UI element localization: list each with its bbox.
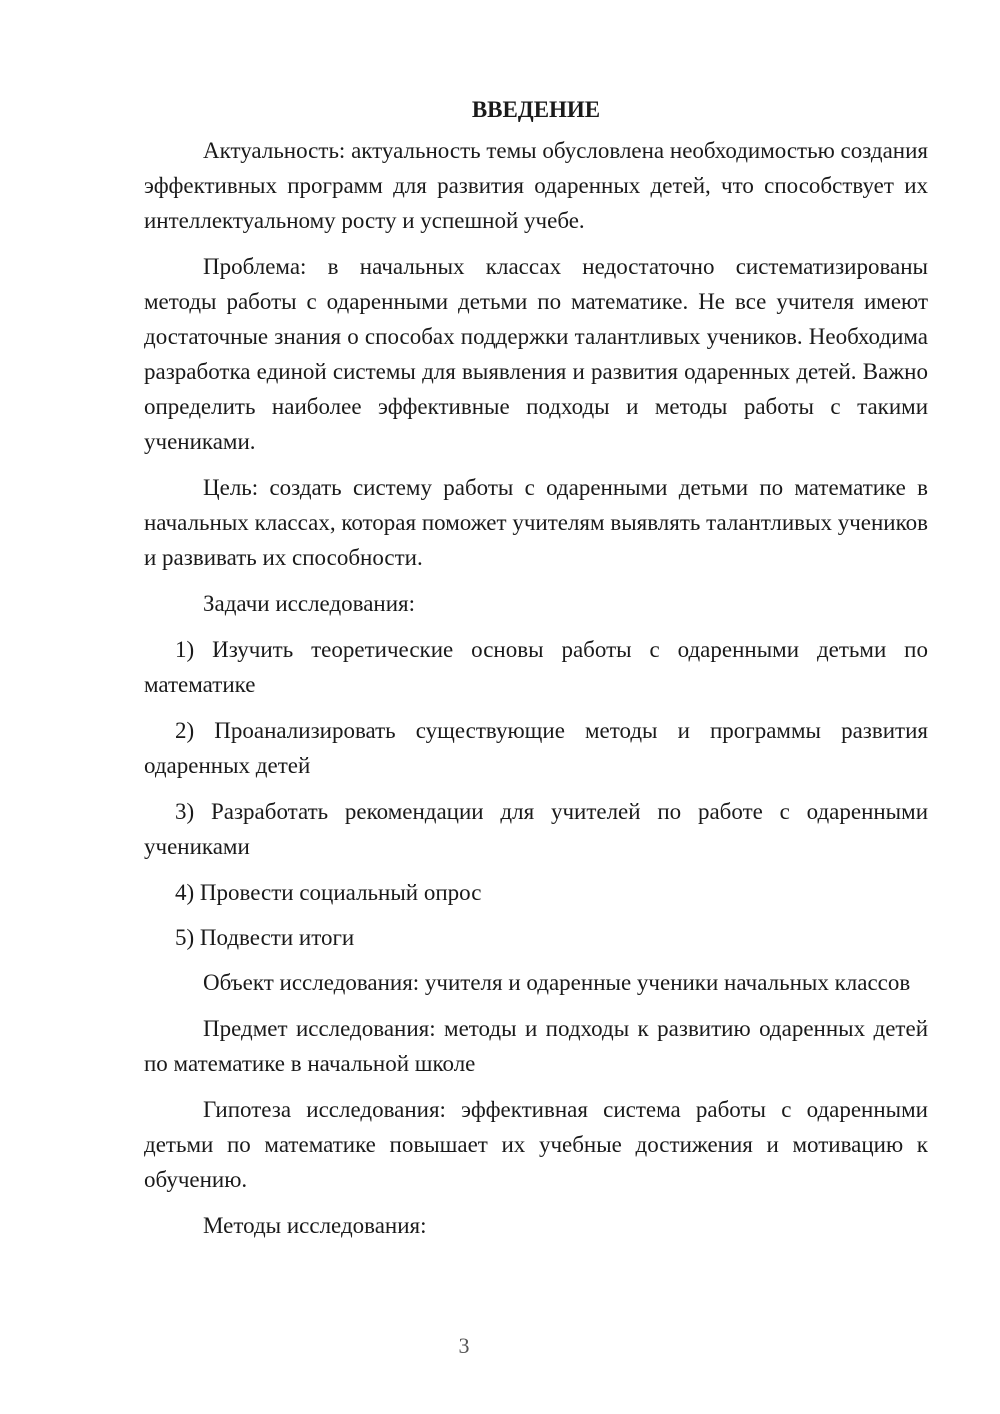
hypothesis-paragraph: Гипотеза исследования: эффективная система работы с одаренными детьми по математике повышает их учебные достижения и мотивацию к обучению. [144, 1097, 928, 1192]
task-item: 2) Проанализировать существующие методы и программы развития одаренных детей [144, 718, 928, 778]
page-number: 3 [458, 1333, 470, 1358]
problem-paragraph: Проблема: в начальных классах недостаточно систематизированы методы работы с одаренными детьми по математике. Не все учителя имеют достаточные знания о способах поддержки талантливых учеников. Необходима разработка единой системы для выявления и развития одаренных детей. Важно определить наиболее эффективные подходы и методы работы с такими учениками. [144, 254, 928, 454]
tasks-heading: Задачи исследования: [203, 591, 416, 616]
relevance-paragraph: Актуальность: актуальность темы обусловлена необходимостью создания эффективных программ для развития одаренных детей, что способствует их интеллектуальному росту и успешной учебе. [144, 138, 929, 233]
task-item: 3) Разработать рекомендации для учителей по работе с одаренными учениками [144, 799, 928, 859]
methods-heading: Методы исследования: [203, 1213, 427, 1238]
task-item: 5) Подвести итоги [175, 925, 355, 950]
page-content [144, 92, 928, 1254]
section-title: ВВЕДЕНИЕ [471, 97, 601, 122]
task-item: 1) Изучить теоретические основы работы с одаренными детьми по математике [144, 637, 928, 697]
goal-paragraph: Цель: создать систему работы с одаренными детьми по математике в начальных классах, которая поможет учителям выявлять талантливых учеников и развивать их способности. [144, 475, 928, 570]
subject-paragraph: Предмет исследования: методы и подходы к развитию одаренных детей по математике в начальной школе [144, 1016, 928, 1076]
object-paragraph: Объект исследования: учителя и одаренные ученики начальных классов [203, 970, 911, 995]
task-item: 4) Провести социальный опрос [175, 880, 482, 905]
